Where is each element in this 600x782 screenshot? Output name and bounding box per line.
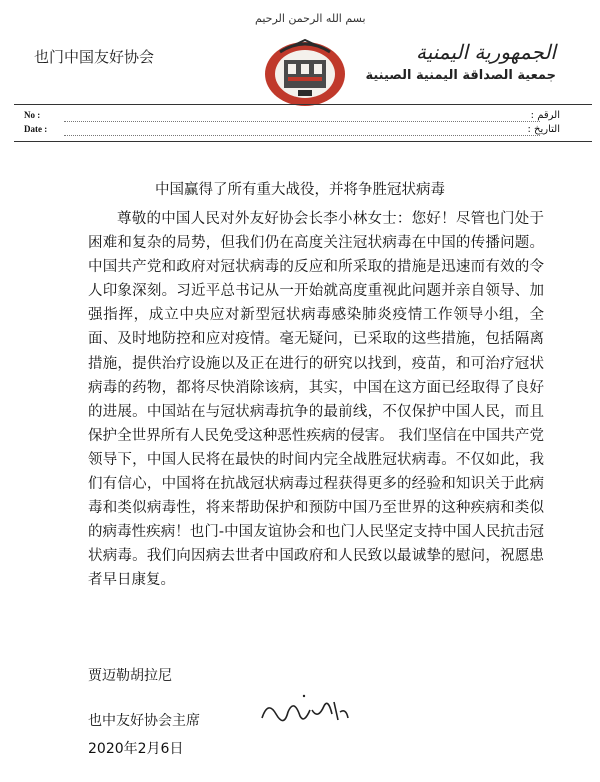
date-label-arabic: التاريخ : bbox=[527, 124, 560, 135]
org-name-chinese: 也门中国友好协会 bbox=[34, 48, 155, 66]
signer-title: 也中友好协会主席 bbox=[88, 713, 200, 729]
letter-body bbox=[88, 207, 544, 593]
no-label: No : bbox=[24, 110, 41, 120]
association-name-arabic: جمعية الصداقة اليمنية الصينية bbox=[365, 68, 556, 83]
header-divider-bottom bbox=[14, 141, 592, 142]
letter-body-paragraph: 尊敬的中国人民对外友好协会长李小林女士：您好！尽管也门处于困难和复杂的局势，但我们仍在高度关注冠状病毒在中国的传播问题。中国共产党和政府对冠状病毒的反应和所采取的措施是迅速而有效的令人印象深刻。习近平总书记从一开始就高度重视此问题并亲自领导、加强指挥，成立中央应对新型冠状病毒感染肺炎疫情工作领导小组，全面、及时地防控和应对疫情。毫无疑问，已采取的这些措施，包括隔离措施，提供治疗设施以及正在进行的研究以找到，疫苗，和可治疗冠状病毒的药物，都将尽快消除该病，其实，中国在这方面已经取得了良好的进展。中国站在与冠状病毒抗争的最前线，不仅保护中国人民，而且保护全世界所有人民免受这种恶性疾病的侵害。 我们坚信在中国共产党领导下，中国人民将在最快的时间内完全战胜冠状病毒。不仅如此，我们有信心，中国将在抗战冠状病毒过程获得更多的经验和知识关于此病毒和类似病毒性，将来帮助保护和预防中国乃至世界的这种疾病和类似的病毒性疾病！也门-中国友谊协会和也门人民坚定支持中国人民抗击冠状病毒。我们向因病去世者中国政府和人民致以最诚挚的慰问，祝愿患者早日康复。 bbox=[88, 211, 544, 589]
header-arabic-calligraphy: بسم الله الرحمن الرحيم bbox=[255, 12, 366, 25]
handwritten-signature bbox=[258, 690, 350, 730]
letter-title: 中国赢得了所有重大战役，并将争胜冠状病毒 bbox=[155, 182, 445, 198]
association-emblem-icon bbox=[258, 30, 352, 110]
no-dotted-line bbox=[64, 121, 540, 122]
signer-name: 贾迈勒胡拉尼 bbox=[88, 668, 172, 684]
header-divider-top bbox=[14, 104, 592, 105]
date-label: Date : bbox=[24, 124, 48, 134]
republic-name-arabic: الجمهورية اليمنية bbox=[415, 40, 556, 64]
letter-date: 2020年2月6日 bbox=[88, 741, 184, 757]
no-label-arabic: الرقم : bbox=[530, 110, 560, 121]
org-name-arabic bbox=[365, 40, 556, 83]
date-dotted-line bbox=[64, 135, 540, 136]
